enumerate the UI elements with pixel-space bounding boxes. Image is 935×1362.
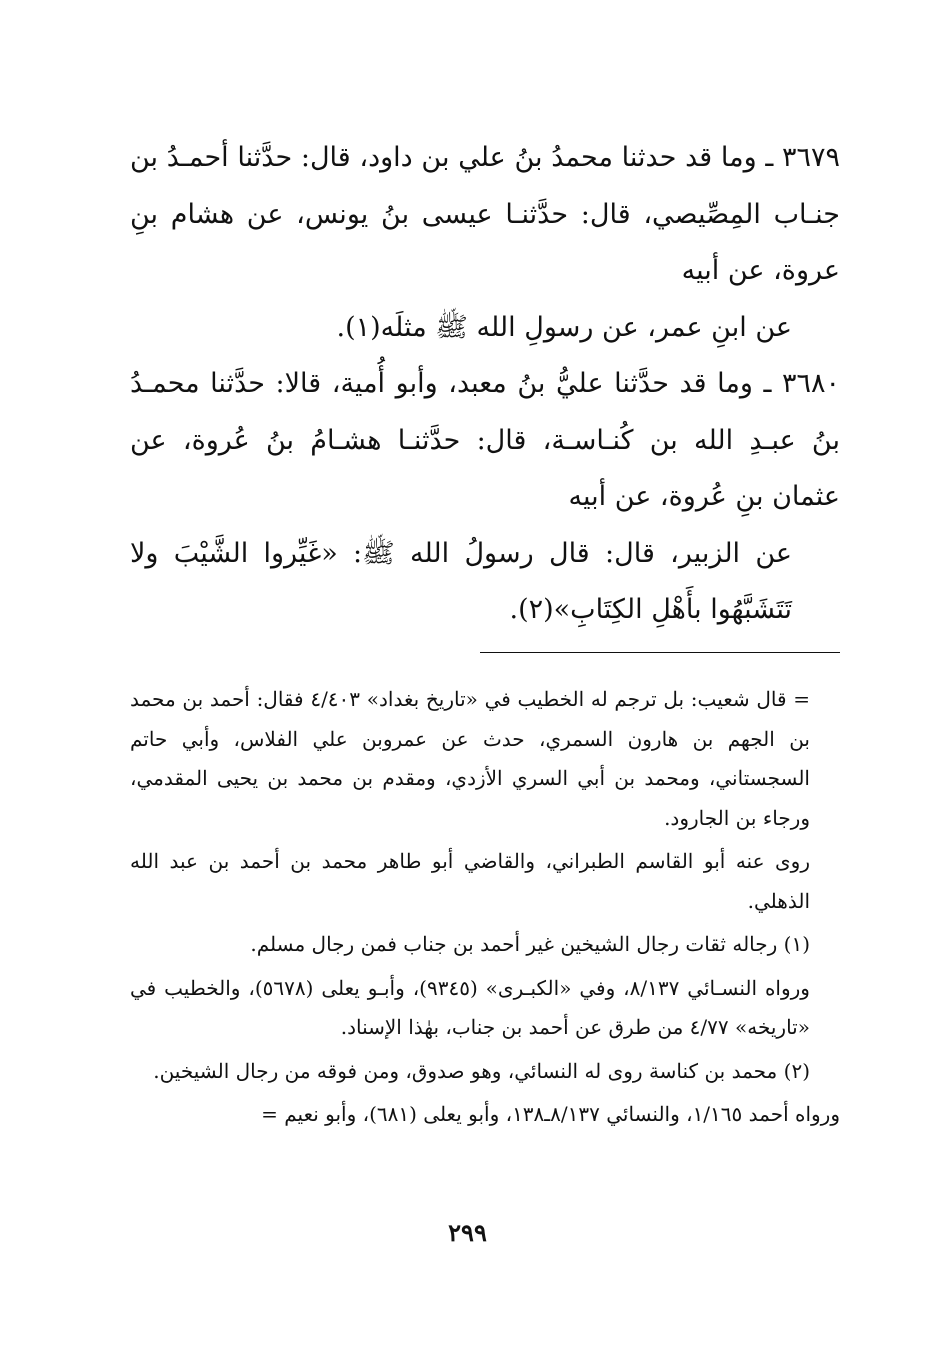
page-number: ٢٩٩ xyxy=(448,1218,487,1247)
hadith-3679-isnad: ٣٦٧٩ ـ وما قد حدثنا محمدُ بنُ علي بن داود، قال: حدَّثنا أحمـدُ بن جنـاب المِصِّيصي، قال: حدَّثنـا عيسى بنُ يونس، عن هشام بنِ عروة، عن أبيه xyxy=(130,142,840,286)
footnote-separator xyxy=(480,652,840,653)
hadith-3680-isnad: ٣٦٨٠ ـ وما قد حدَّثنا عليُّ بنُ معبد، وأبو أُمية، قالا: حدَّثنا محمـدُ بنُ عبـدِ الله بن كُنـاسـة، قال: حدَّثنـا هشـامُ بنُ عُروة، عن عثمان بنِ عُروة، عن أبيه xyxy=(130,368,840,512)
footnotes xyxy=(130,680,840,1139)
hadith-3679-text: عن ابنِ عمر، عن رسولِ الله ﷺ مثلَه(١). xyxy=(336,311,792,343)
footnote-1: (١) رجاله ثقات رجال الشيخين غير أحمد بن جناب فمن رجال مسلم. xyxy=(250,932,810,956)
hadith-3680-text: عن الزبير، قال: قال رسولُ الله ﷺ: «غَيِّروا الشَّيْبَ ولا تَتَشَبَّهُوا بأَهْلِ الكِتَابِ»(٢). xyxy=(130,537,792,625)
footnote-continuation-2: روى عنه أبو القاسم الطبراني، والقاضي أبو طاهر محمد بن أحمد بن عبد الله الذهلي. xyxy=(130,849,810,913)
footnote-2: (٢) محمد بن كناسة روى له النسائي، وهو صدوق، ومن فوقه من رجال الشيخين. xyxy=(153,1058,810,1083)
main-text xyxy=(130,130,840,639)
footnote-1-sources: ورواه النسـائي ٨/١٣٧، وفي «الكبـرى» (٩٣٤٥)، وأبـو يعلى (٥٦٧٨)، والخطيب في «تاريخه» ٤/٧٧ من طرق عن أحمد بن جناب، بهٰذا الإسناد. xyxy=(130,975,810,1039)
footnote-continuation: = قال شعيب: بل ترجم له الخطيب في «تاريخ بغداد» ٤/٤٠٣ فقال: أحمد بن محمد بن الجهم بن هارون السمري، حدث عن عمروبن علي الفلاس، وأبي حاتم السجستاني، ومحمد بن أبي السري الأزدي، ومقدم بن محمد بن يحيى المقدمي، ورجاء بن الجارود. xyxy=(130,687,810,830)
footnote-2-sources: ورواه أحمد ١/١٦٥، والنسائي ٨/١٣٧ـ١٣٨، وأبو يعلى (٦٨١)، وأبو نعيم = xyxy=(261,1102,840,1126)
